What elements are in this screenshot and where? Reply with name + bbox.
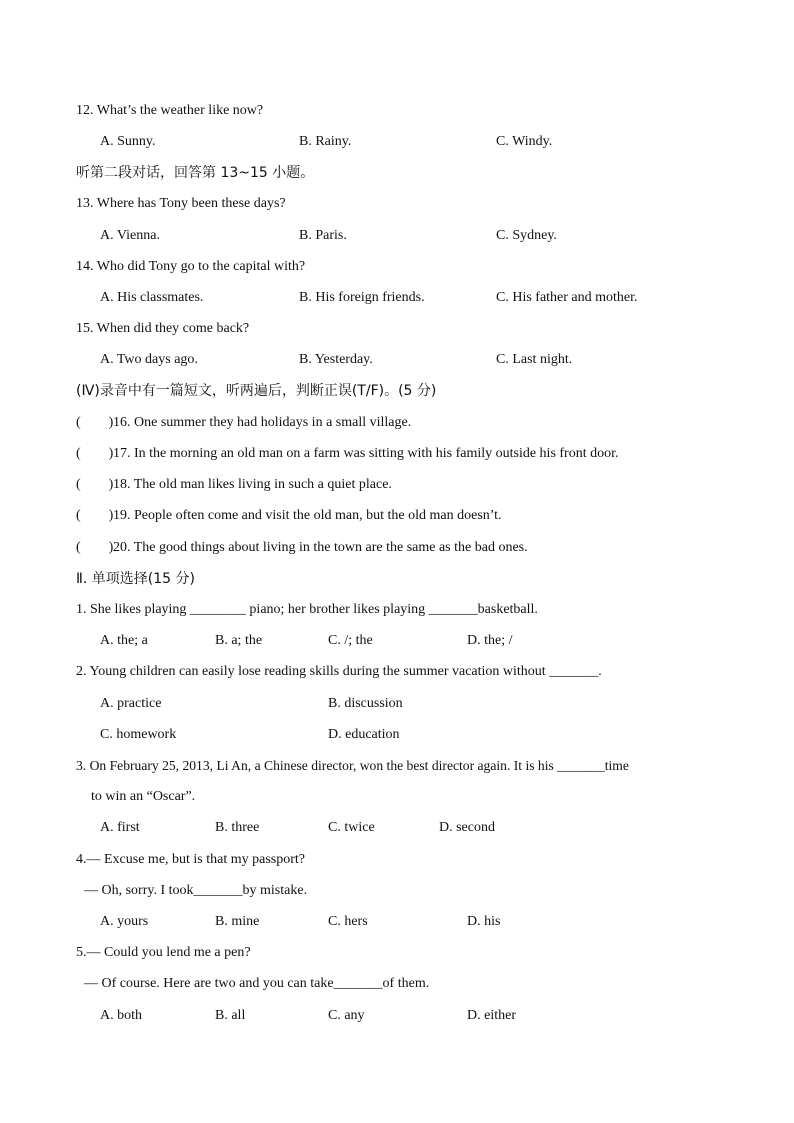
question-13-option-c: C. Sydney. xyxy=(496,228,557,243)
choice-1-option-b: B. a; the xyxy=(215,633,263,648)
choice-4-option-b: B. mine xyxy=(215,914,260,929)
question-13-stem: 13. Where has Tony been these days? xyxy=(76,196,286,211)
choice-2-option-d: D. education xyxy=(328,727,400,742)
section-dialog-2-heading: 听第二段对话，回答第 13~15 小题。 xyxy=(76,165,315,181)
question-14-stem: 14. Who did Tony go to the capital with? xyxy=(76,259,306,274)
tf-20-text: 20. The good things about living in the town are the same as the bad ones. xyxy=(113,540,528,555)
choice-3-stem: 3. On February 25, 2013, Li An, a Chinese director, won the best director again. It is his _______time xyxy=(76,758,629,773)
choice-3-option-c: C. twice xyxy=(328,820,375,835)
choice-2-option-b: B. discussion xyxy=(328,696,403,711)
question-12-option-c: C. Windy. xyxy=(496,134,553,149)
section-iv-heading: (Ⅳ)录音中有一篇短文，听两遍后，判断正误(T/F)。(5 分) xyxy=(76,383,437,399)
question-14-option-c: C. His father and mother. xyxy=(496,290,638,305)
section-ii-heading: Ⅱ. 单项选择(15 分) xyxy=(76,571,195,587)
tf-19-text: 19. People often come and visit the old man, but the old man doesn’t. xyxy=(113,508,502,523)
choice-5-option-d: D. either xyxy=(467,1008,516,1023)
choice-2-option-c: C. homework xyxy=(100,727,177,742)
choice-5-stem: 5.— Could you lend me a pen? xyxy=(76,945,251,960)
choice-4-option-c: C. hers xyxy=(328,914,368,929)
question-12-option-b: B. Rainy. xyxy=(299,134,352,149)
question-15-option-b: B. Yesterday. xyxy=(299,352,373,367)
tf-19-paren: ( ) xyxy=(76,508,114,523)
choice-4-option-a: A. yours xyxy=(100,914,149,929)
tf-17-text: 17. In the morning an old man on a farm was sitting with his family outside his front door. xyxy=(113,446,619,461)
question-14-option-b: B. His foreign friends. xyxy=(299,290,425,305)
question-15-stem: 15. When did they come back? xyxy=(76,321,250,336)
tf-16-paren: ( ) xyxy=(76,415,114,430)
choice-3-stem-continued: to win an “Oscar”. xyxy=(91,789,196,804)
choice-1-stem: 1. She likes playing ________ piano; her brother likes playing _______basketball. xyxy=(76,602,538,617)
choice-1-option-a: A. the; a xyxy=(100,633,148,648)
choice-4-reply: — Oh, sorry. I took_______by mistake. xyxy=(84,883,308,898)
choice-5-option-c: C. any xyxy=(328,1008,365,1023)
question-15-option-a: A. Two days ago. xyxy=(100,352,198,367)
choice-1-option-c: C. /; the xyxy=(328,633,373,648)
tf-18-paren: ( ) xyxy=(76,477,114,492)
question-15-option-c: C. Last night. xyxy=(496,352,573,367)
choice-4-option-d: D. his xyxy=(467,914,501,929)
tf-16-text: 16. One summer they had holidays in a small village. xyxy=(113,415,412,430)
choice-5-reply: — Of course. Here are two and you can take_______of them. xyxy=(84,976,430,991)
choice-4-stem: 4.— Excuse me, but is that my passport? xyxy=(76,852,306,867)
question-14-option-a: A. His classmates. xyxy=(100,290,204,305)
choice-3-option-a: A. first xyxy=(100,820,140,835)
tf-17-paren: ( ) xyxy=(76,446,114,461)
question-13-option-a: A. Vienna. xyxy=(100,228,160,243)
choice-3-option-b: B. three xyxy=(215,820,260,835)
tf-20-paren: ( ) xyxy=(76,540,114,555)
question-12-stem: 12. What’s the weather like now? xyxy=(76,103,264,118)
choice-5-option-b: B. all xyxy=(215,1008,246,1023)
choice-1-option-d: D. the; / xyxy=(467,633,513,648)
choice-2-option-a: A. practice xyxy=(100,696,162,711)
question-13-option-b: B. Paris. xyxy=(299,228,347,243)
choice-3-option-d: D. second xyxy=(439,820,495,835)
choice-2-stem: 2. Young children can easily lose reading skills during the summer vacation without _______. xyxy=(76,664,602,679)
tf-18-text: 18. The old man likes living in such a quiet place. xyxy=(113,477,392,492)
choice-5-option-a: A. both xyxy=(100,1008,142,1023)
question-12-option-a: A. Sunny. xyxy=(100,134,156,149)
